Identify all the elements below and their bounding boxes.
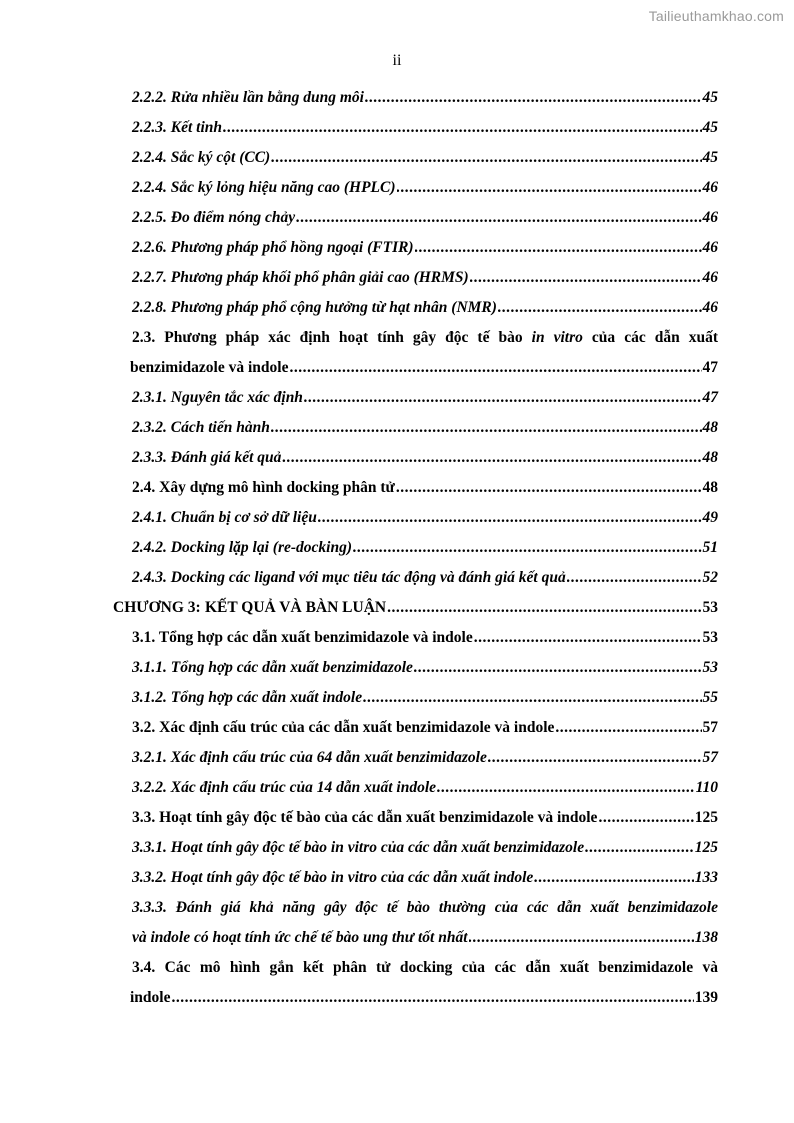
leader-dots [555, 718, 701, 738]
toc-entry-page: 125 [694, 839, 718, 856]
toc-entry-label: 2.2.2. Rửa nhiều lần bằng dung môi [132, 89, 364, 106]
toc-entry-page: 48 [702, 419, 718, 436]
leader-dots [498, 298, 702, 318]
toc-entry[interactable] [130, 988, 718, 1008]
toc-entry[interactable] [132, 568, 718, 588]
toc-entry[interactable] [132, 238, 718, 258]
leader-dots [271, 148, 701, 168]
toc-entry-page: 46 [702, 299, 718, 316]
toc-entry-label: 2.2.5. Đo điểm nóng chảy [132, 209, 296, 226]
leader-dots [470, 268, 702, 288]
toc-entry-label: 3.3. Hoạt tính gây độc tế bào của các dẫn xuất benzimidazole và indole [132, 809, 598, 826]
toc-entry-line1[interactable]: 3.4. Các mô hình gắn kết phân tử docking của các dẫn xuất benzimidazole và [132, 959, 718, 976]
toc-entry-page: 45 [702, 149, 718, 166]
toc-entry-label: của các dẫn xuất [591, 329, 719, 346]
toc-entry-label: 2.3.2. Cách tiến hành [132, 419, 270, 436]
toc-entry[interactable] [132, 178, 718, 198]
toc-entry-label: 2.4. Xây dựng mô hình docking phân tử [132, 479, 395, 496]
leader-dots [318, 508, 702, 528]
toc-entry-label: 2.2.8. Phương pháp phổ cộng hưởng từ hạt nhân (NMR) [132, 299, 497, 316]
leader-dots [171, 988, 693, 1008]
toc-entry-page: 139 [694, 989, 718, 1006]
leader-dots [414, 658, 702, 678]
toc-entry-emphasis: in vitro [531, 329, 583, 346]
toc-entry[interactable] [130, 358, 718, 378]
toc-entry-label: 2.2.6. Phương pháp phổ hồng ngoại (FTIR) [132, 239, 414, 256]
leader-dots [488, 748, 702, 768]
toc-entry[interactable] [132, 118, 718, 138]
toc-entry[interactable] [132, 418, 718, 438]
toc-entry[interactable] [132, 778, 718, 798]
leader-dots [585, 838, 694, 858]
toc-entry-page: 45 [702, 89, 718, 106]
leader-dots [289, 358, 701, 378]
toc-entry-label: 2.2.4. Sắc ký lỏng hiệu năng cao (HPLC) [132, 179, 396, 196]
toc-entry[interactable] [132, 298, 718, 318]
toc-entry[interactable] [132, 88, 718, 108]
toc-entry-label: 2.4.3. Docking các ligand với mục tiêu tác động và đánh giá kết quả [132, 569, 566, 586]
toc-entry-label: 3.1.1. Tổng hợp các dẫn xuất benzimidazole [132, 659, 413, 676]
toc-entry-page: 45 [702, 119, 718, 136]
leader-dots [353, 538, 702, 558]
watermark: Tailieuthamkhao.com [648, 8, 784, 24]
toc-entry-label: 2.4.1. Chuẩn bị cơ sở dữ liệu [132, 509, 317, 526]
toc-entry-label: 3.1. Tổng hợp các dẫn xuất benzimidazole và indole [132, 629, 473, 646]
toc-entry-label: 3.2.2. Xác định cấu trúc của 14 dẫn xuất indole [132, 779, 437, 796]
leader-dots [387, 598, 701, 618]
toc-entry[interactable] [132, 448, 718, 468]
page-number: ii [392, 52, 402, 69]
toc-entry-page: 51 [702, 539, 718, 556]
toc-entry[interactable] [132, 868, 718, 888]
toc-entry-page: 47 [702, 389, 718, 406]
leader-dots [223, 118, 701, 138]
toc-entry-page: 46 [702, 209, 718, 226]
toc-entry-line1[interactable]: 3.3.3. Đánh giá khả năng gây độc tế bào thường của các dẫn xuất benzimidazole [132, 899, 718, 916]
toc-entry-label: 3.3.2. Hoạt tính gây độc tế bào in vitro của các dẫn xuất indole [132, 869, 534, 886]
leader-dots [282, 448, 701, 468]
leader-dots [534, 868, 693, 888]
leader-dots [271, 418, 702, 438]
toc-entry-page: 46 [702, 179, 718, 196]
toc-entry-label: 3.2. Xác định cấu trúc của các dẫn xuất benzimidazole và indole [132, 719, 555, 736]
toc-entry[interactable] [132, 148, 718, 168]
toc-entry-page: 110 [695, 779, 718, 796]
toc-entry[interactable] [132, 208, 718, 228]
toc-entry-page: 48 [702, 479, 718, 496]
toc-entry-label: 2.3.3. Đánh giá kết quả [132, 449, 282, 466]
toc-entry-page: 138 [694, 929, 718, 946]
leader-dots [469, 928, 694, 948]
toc-entry-page: 52 [702, 569, 718, 586]
toc-entry-label: 3.2.1. Xác định cấu trúc của 64 dẫn xuất benzimidazole [132, 749, 487, 766]
toc-entry-label: 2.4.2. Docking lặp lại (re-docking) [132, 539, 352, 556]
toc-entry[interactable] [132, 508, 718, 528]
toc-entry-label: 2.2.4. Sắc ký cột (CC) [132, 149, 271, 166]
toc-entry-page: 125 [694, 809, 718, 826]
toc-entry[interactable] [132, 688, 718, 708]
toc-entry[interactable] [132, 928, 718, 948]
toc-entry-page: 53 [702, 599, 718, 616]
toc-entry[interactable] [132, 838, 718, 858]
toc-entry-page: 57 [702, 719, 718, 736]
toc-entry-page: 49 [702, 509, 718, 526]
leader-dots [304, 388, 702, 408]
leader-dots [396, 478, 702, 498]
toc-entry[interactable] [132, 808, 718, 828]
toc-entry[interactable] [132, 478, 718, 498]
toc-entry-label: 2.3. Phương pháp xác định hoạt tính gây độc tế bào [132, 329, 523, 346]
toc-entry[interactable] [132, 718, 718, 738]
toc-entry-page: 55 [702, 689, 718, 706]
toc-entry[interactable] [132, 268, 718, 288]
toc-entry-page: 47 [702, 359, 718, 376]
leader-dots [365, 88, 702, 108]
toc-entry-page: 46 [702, 239, 718, 256]
toc-chapter-title: KẾT QUẢ VÀ BÀN LUẬN [204, 599, 387, 616]
toc-entry-page: 53 [702, 659, 718, 676]
toc-entry-page: 57 [702, 749, 718, 766]
leader-dots [363, 688, 701, 708]
toc-entry-label: 2.2.3. Kết tinh [132, 119, 223, 136]
toc-entry-page: 53 [702, 629, 718, 646]
leader-dots [598, 808, 693, 828]
toc-entry-label: 2.2.7. Phương pháp khối phổ phân giải cao (HRMS) [132, 269, 469, 286]
leader-dots [437, 778, 695, 798]
toc-entry-label: và indole có hoạt tính ức chế tế bào ung thư tốt nhất [132, 929, 468, 946]
toc-entry-label: 3.3.1. Hoạt tính gây độc tế bào in vitro của các dẫn xuất benzimidazole [132, 839, 585, 856]
leader-dots [415, 238, 702, 258]
leader-dots [296, 208, 701, 228]
toc-entry-label: 2.3.1. Nguyên tắc xác định [132, 389, 303, 406]
toc-chapter[interactable] [113, 598, 718, 618]
toc-entry-page: 48 [702, 449, 718, 466]
toc-entry[interactable] [132, 388, 718, 408]
toc-entry-label: 3.1.2. Tổng hợp các dẫn xuất indole [132, 689, 363, 706]
toc-entry-page: 46 [702, 269, 718, 286]
toc-entry[interactable] [132, 628, 718, 648]
leader-dots [474, 628, 702, 648]
leader-dots [567, 568, 702, 588]
leader-dots [397, 178, 702, 198]
toc-entry[interactable] [132, 658, 718, 678]
toc-entry-label: benzimidazole và indole [130, 359, 289, 376]
toc-entry[interactable] [132, 748, 718, 768]
toc-entry-line1[interactable] [132, 328, 718, 348]
toc-entry-page: 133 [694, 869, 718, 886]
toc-chapter-number: CHƯƠNG 3: [113, 599, 201, 616]
toc-entry-label: indole [130, 989, 171, 1006]
toc-entry[interactable] [132, 538, 718, 558]
